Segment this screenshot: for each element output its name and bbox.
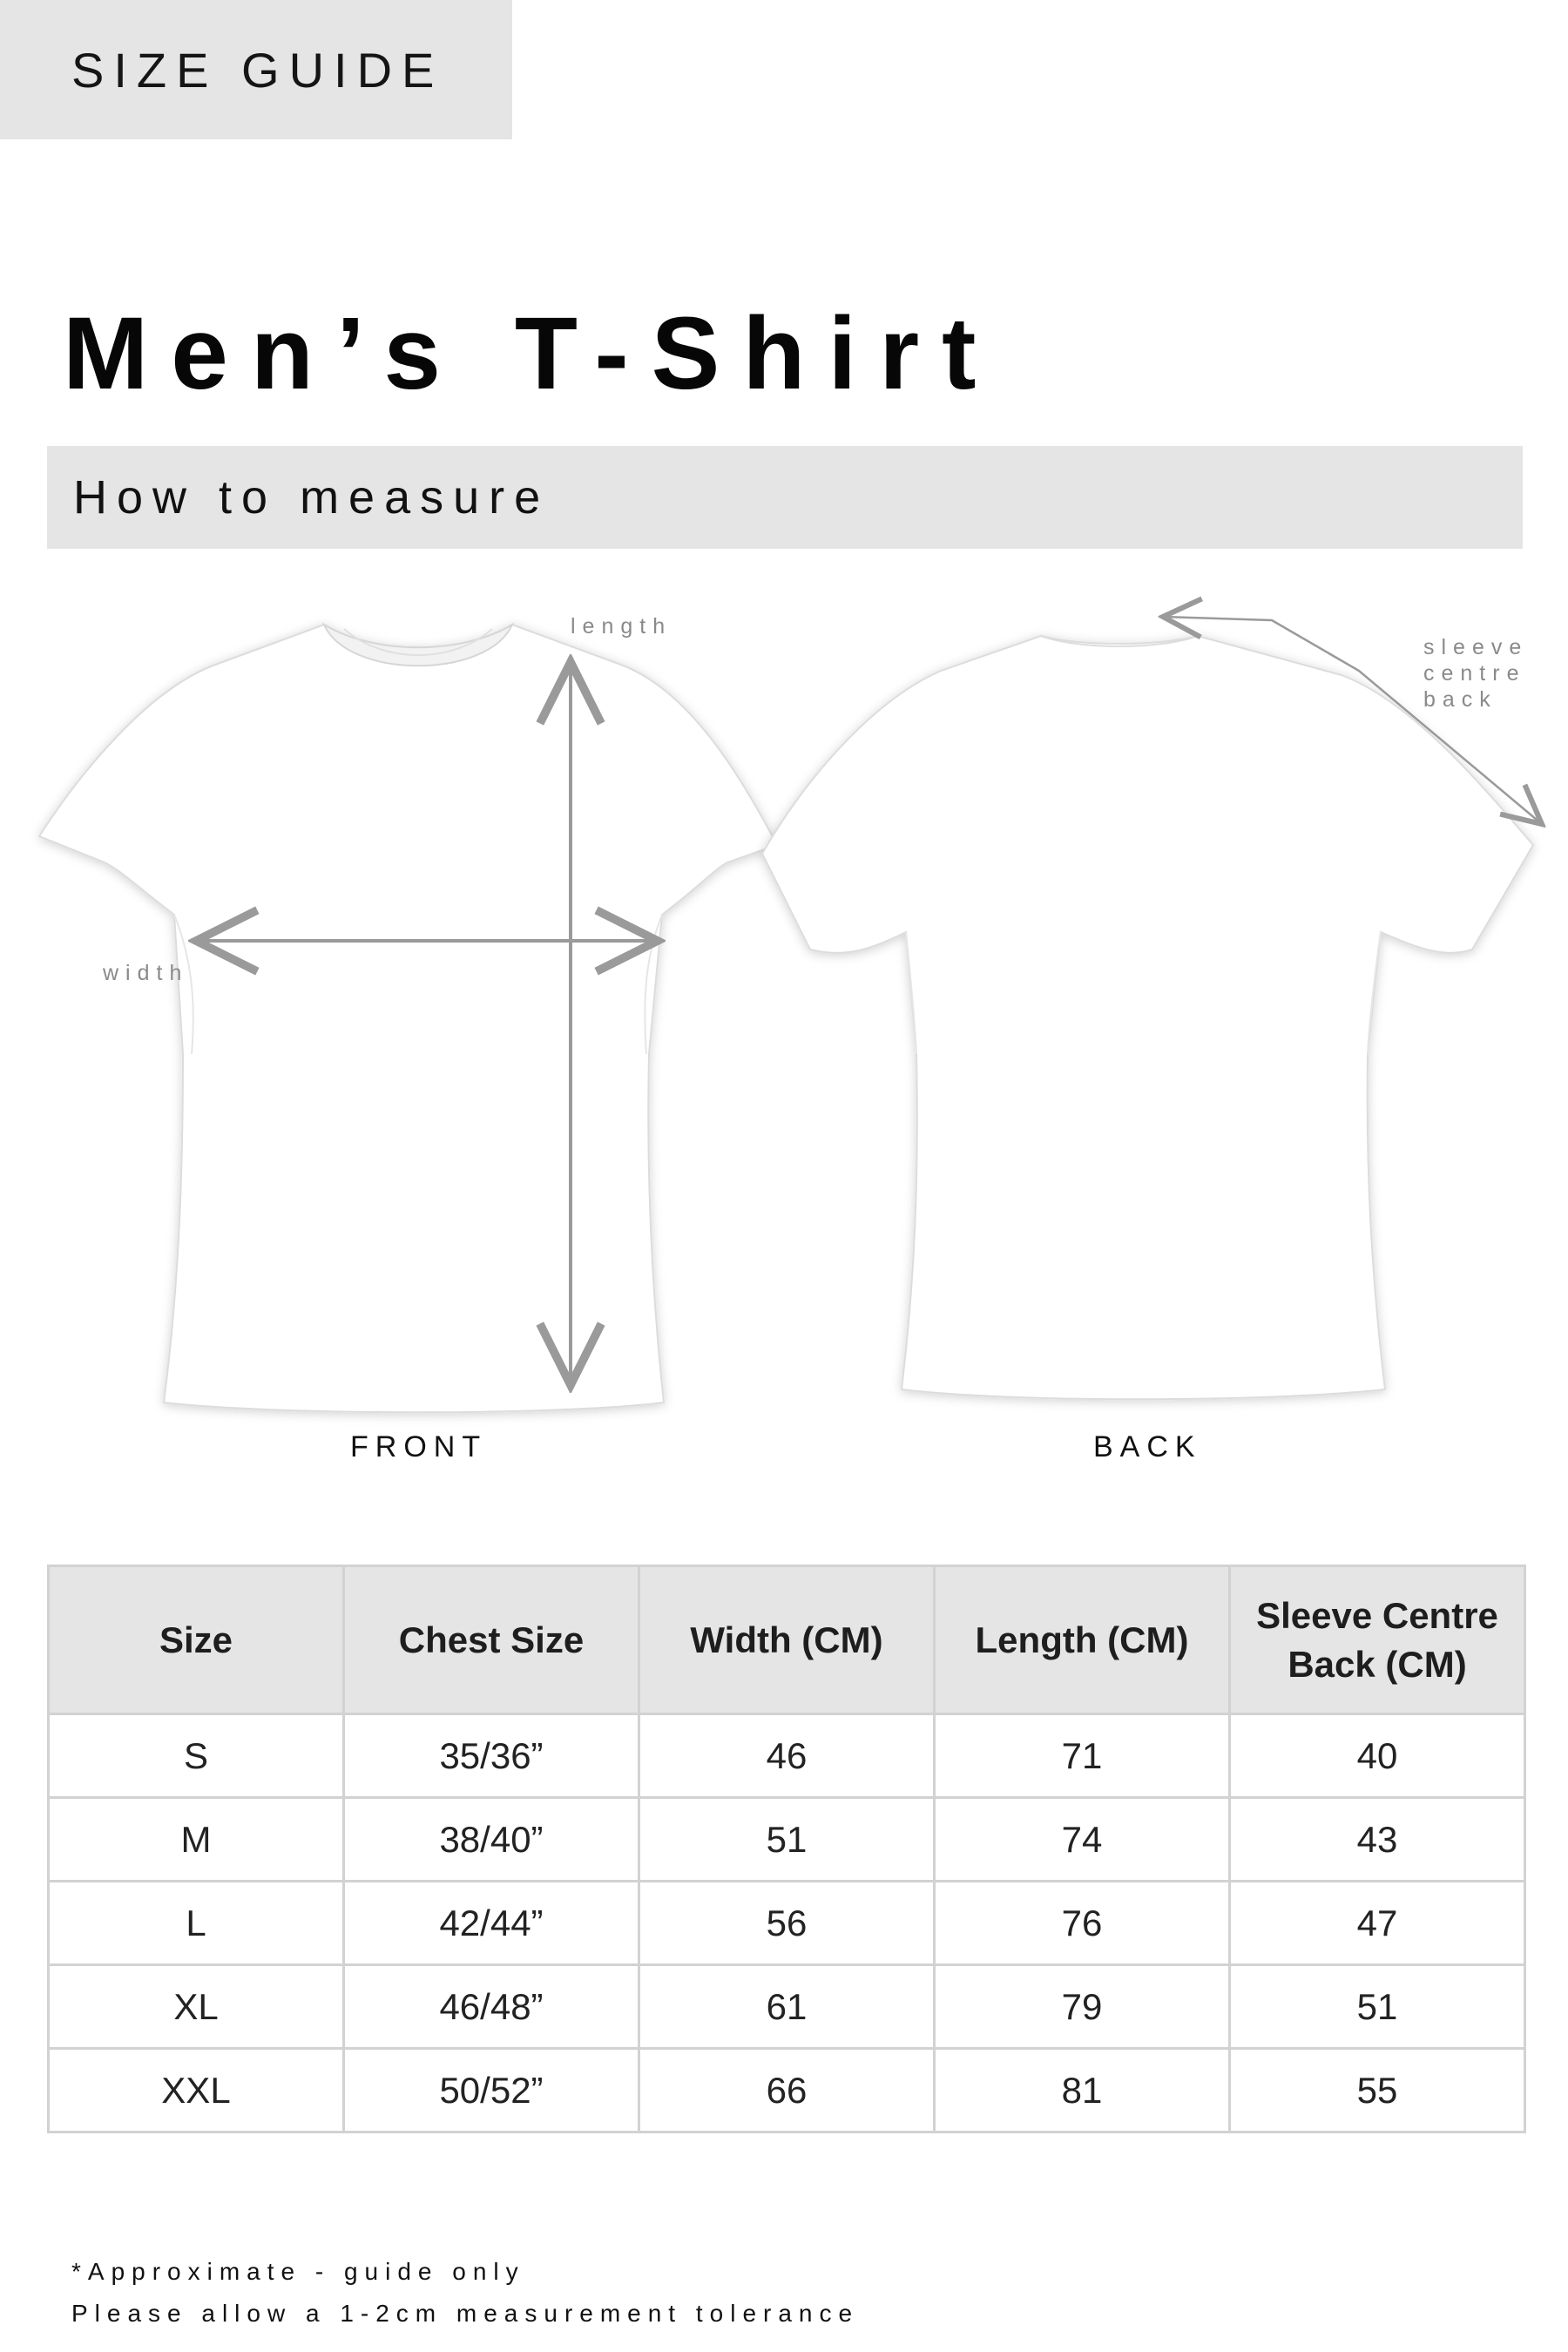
how-to-measure-label: How to measure	[73, 471, 551, 524]
front-tshirt-shape	[39, 625, 777, 1412]
cell-size: XXL	[49, 2049, 344, 2132]
how-to-measure-bar	[47, 446, 1523, 549]
back-tshirt-shape	[762, 636, 1533, 1399]
front-caption: FRONT	[350, 1430, 488, 1463]
sleeve-label-3: back	[1423, 687, 1497, 712]
page-title: Men’s T-Shirt	[63, 296, 999, 411]
footnote-approximate: *Approximate - guide only	[71, 2258, 525, 2285]
cell-size: M	[49, 1798, 344, 1882]
tshirt-illustrations	[0, 566, 1568, 1455]
cell-chest: 38/40”	[344, 1798, 639, 1882]
table-row	[49, 1965, 1525, 2049]
cell-length: 76	[935, 1882, 1230, 1965]
cell-chest: 35/36”	[344, 1714, 639, 1798]
cell-size: XL	[49, 1965, 344, 2049]
cell-length: 79	[935, 1965, 1230, 2049]
cell-chest: 50/52”	[344, 2049, 639, 2132]
table-row	[49, 1714, 1525, 1798]
cell-width: 61	[639, 1965, 935, 2049]
table-row	[49, 1798, 1525, 1882]
cell-width: 66	[639, 2049, 935, 2132]
footnote-tolerance: Please allow a 1-2cm measurement tolerance	[71, 2300, 860, 2327]
size-guide-badge	[0, 0, 512, 139]
table-row	[49, 2049, 1525, 2132]
header-width: Width (CM)	[639, 1566, 935, 1714]
cell-chest: 46/48”	[344, 1965, 639, 2049]
size-table-header-row	[49, 1566, 1525, 1714]
cell-width: 46	[639, 1714, 935, 1798]
header-size: Size	[49, 1566, 344, 1714]
cell-sleeve: 55	[1230, 2049, 1525, 2132]
cell-width: 51	[639, 1798, 935, 1882]
cell-size: L	[49, 1882, 344, 1965]
size-table	[47, 1565, 1526, 2133]
cell-sleeve: 47	[1230, 1882, 1525, 1965]
header-chest-size: Chest Size	[344, 1566, 639, 1714]
cell-sleeve: 40	[1230, 1714, 1525, 1798]
cell-chest: 42/44”	[344, 1882, 639, 1965]
sleeve-label-1: sleeve	[1423, 635, 1529, 659]
length-label: length	[571, 614, 672, 639]
measurement-diagram	[0, 566, 1568, 1463]
header-sleeve-centre-back: Sleeve Centre Back (CM)	[1230, 1566, 1525, 1714]
cell-length: 71	[935, 1714, 1230, 1798]
cell-size: S	[49, 1714, 344, 1798]
width-label: width	[103, 961, 189, 985]
cell-sleeve: 43	[1230, 1798, 1525, 1882]
size-guide-label: SIZE GUIDE	[71, 42, 444, 98]
cell-sleeve: 51	[1230, 1965, 1525, 2049]
header-length: Length (CM)	[935, 1566, 1230, 1714]
cell-width: 56	[639, 1882, 935, 1965]
cell-length: 81	[935, 2049, 1230, 2132]
back-caption: BACK	[1093, 1430, 1202, 1463]
cell-length: 74	[935, 1798, 1230, 1882]
sleeve-label-2: centre	[1423, 661, 1526, 686]
table-row	[49, 1882, 1525, 1965]
